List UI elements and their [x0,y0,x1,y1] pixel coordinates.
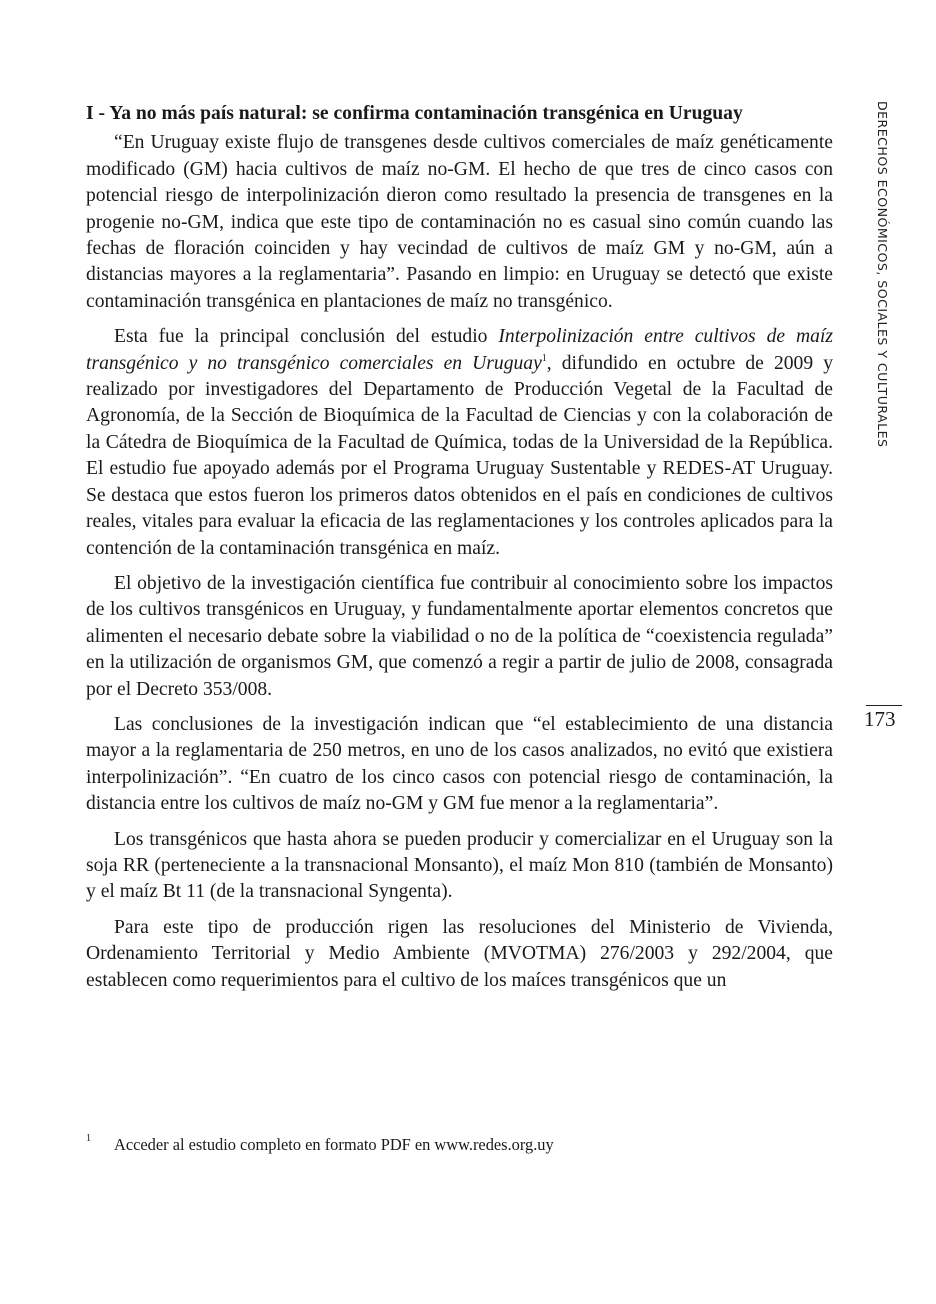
running-side-title: DERECHOS ECONÓMICOS, SOCIALES Y CULTURALES [875,101,890,448]
paragraph-2-rest: , difundido en octubre de 2009 y realizado por investigadores del Departamento de Producción Vegetal de la Facultad de Agronomía, de la Sección de Bioquímica de la Facultad de Ciencias y con la colaboración de la Cátedra de Bioquímica de la Facultad de Química, todas de la Universidad de la República. El estudio fue apoyado además por el Programa Uruguay Sustentable y REDES-AT Uruguay. Se destaca que estos fueron los primeros datos obtenidos en el país en condiciones de cultivos reales, vitales para evaluar la eficacia de las reglamentaciones y los controles aplicados para la contención de la contaminación transgénica en maíz. [86,352,833,559]
page-number: 173 [864,707,896,731]
paragraph-6: Para este tipo de producción rigen las resoluciones del Ministerio de Vivienda, Ordenamiento Territorial y Medio Ambiente (MVOTMA) 276/2003 y 292/2004, que establecen como requerimientos para el cultivo de los maíces transgénicos que un [86,916,833,991]
footnote-reference: 1 [541,352,547,364]
paragraph-2-intro: Esta fue la principal conclusión del estudio [114,326,499,348]
paragraph-3: El objetivo de la investigación científica fue contribuir al conocimiento sobre los impactos de los cultivos transgénicos en Uruguay, y fundamentalmente aportar elementos concretos que alimenten el necesario debate sobre la viabilidad o no de la política de “coexistencia regulada” en la utilización de organismos GM, que comenzó a regir a partir de julio de 2008, consagrada por el Decreto 353/008. [86,572,833,700]
study-title: Interpolinización entre cultivos de maíz transgénico y no transgénico comerciales en Uruguay [86,326,834,374]
paragraph-2 [86,324,833,562]
footnote-text: Acceder al estudio completo en formato PDF en www.redes.org.uy [114,1135,554,1154]
footnote-mark: 1 [86,1133,91,1144]
paragraph-4: Las conclusiones de la investigación indican que “el establecimiento de una distancia mayor a la reglamentaria de 250 metros, en uno de los casos analizados, no evitó que existiera interpolinización”. “En cuatro de los cinco casos con potencial riesgo de contaminación, la distancia entre los cultivos de maíz no-GM y GM fue menor a la reglamentaria”. [86,713,833,815]
paragraph-1: “En Uruguay existe flujo de transgenes desde cultivos comerciales de maíz genéticamente modificado (GM) hacia cultivos de maíz no-GM. El hecho de que tres de cinco casos con potencial riesgo de interpolinización dieron como resultado la presencia de transgenes en la progenie no-GM, indica que este tipo de contaminación no es casual sino común cuando las fechas de floración coinciden y hay vecindad de cultivos de maíz GM y no-GM, aún a distancias mayores a la reglamentaria”. Pasando en limpio: en Uruguay se detectó que existe contaminación transgénica en plantaciones de maíz no transgénico. [86,132,833,312]
main-text-column [86,101,833,994]
section-heading: I - Ya no más país natural: se confirma contaminación transgénica en Uruguay [86,103,743,124]
paragraph-5: Los transgénicos que hasta ahora se pueden producir y comercializar en el Uruguay son la soja RR (perteneciente a la transnacional Monsanto), el maíz Mon 810 (también de Monsanto) y el maíz Bt 11 (de la transnacional Syngenta). [86,828,833,903]
